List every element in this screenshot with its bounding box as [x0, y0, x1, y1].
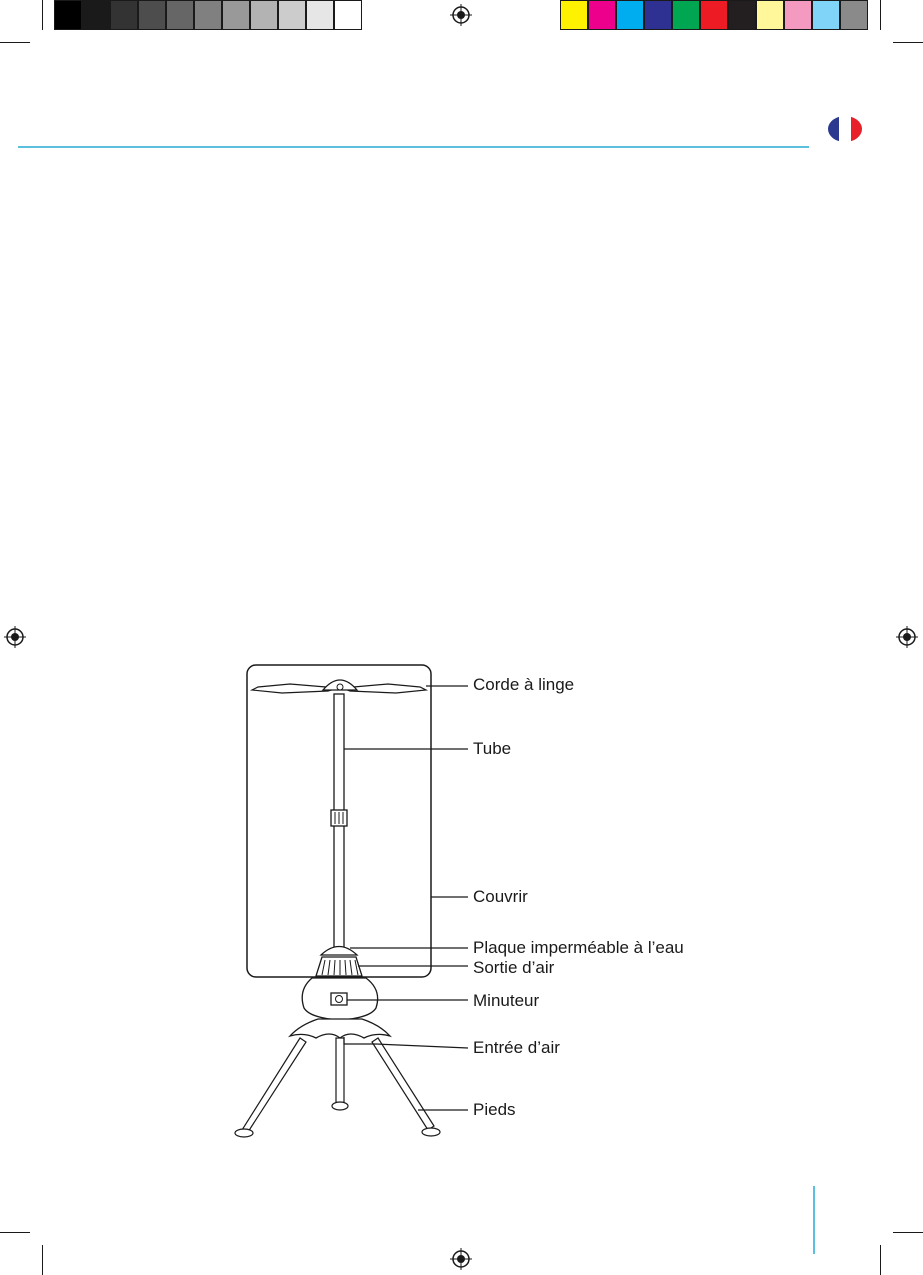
label-clothesline: Corde à linge — [473, 675, 575, 694]
crop-mark-top-right-h — [893, 42, 923, 43]
registration-mark-top-icon — [450, 4, 472, 26]
leg-right — [372, 1038, 434, 1130]
color-swatch-7 — [728, 0, 756, 30]
color-swatch-1 — [560, 0, 588, 30]
leg-center — [336, 1038, 344, 1104]
gray-swatch-6 — [194, 0, 222, 30]
foot-left — [235, 1129, 253, 1137]
registration-mark-bottom-icon — [450, 1248, 472, 1270]
timer-knob — [331, 993, 347, 1005]
gray-swatch-5 — [166, 0, 194, 30]
air-outlet — [316, 957, 362, 976]
gray-swatch-4 — [138, 0, 166, 30]
gray-swatch-1 — [54, 0, 82, 30]
color-swatch-4 — [644, 0, 672, 30]
flag-stripe-1 — [828, 116, 839, 142]
air-inlet — [290, 1019, 390, 1038]
foot-right — [422, 1128, 440, 1136]
process-color-bar — [560, 0, 868, 30]
crop-mark-bottom-left-v — [42, 1245, 43, 1275]
foot-center — [332, 1102, 348, 1110]
label-air-outlet: Sortie d’air — [473, 958, 555, 977]
label-cover: Couvrir — [473, 887, 528, 906]
label-legs: Pieds — [473, 1100, 516, 1119]
crop-mark-top-right-v — [880, 0, 881, 30]
crop-mark-top-left-v — [42, 0, 43, 30]
gray-swatch-10 — [306, 0, 334, 30]
leg-left — [242, 1038, 306, 1132]
registration-mark-right-icon — [896, 626, 918, 648]
footer-divider — [813, 1186, 815, 1254]
clothes-dryer-diagram — [230, 660, 490, 1140]
grayscale-color-bar — [54, 0, 362, 30]
flag-stripe-3 — [851, 116, 862, 142]
color-swatch-10 — [812, 0, 840, 30]
registration-mark-left-icon — [4, 626, 26, 648]
gray-swatch-7 — [222, 0, 250, 30]
crop-mark-bottom-left-h — [0, 1232, 30, 1233]
gray-swatch-8 — [250, 0, 278, 30]
label-air-inlet: Entrée d’air — [473, 1038, 560, 1057]
leader-air-inlet — [344, 1037, 468, 1048]
color-swatch-6 — [700, 0, 728, 30]
flag-stripe-2 — [839, 116, 850, 142]
color-swatch-5 — [672, 0, 700, 30]
crop-mark-bottom-right-v — [880, 1245, 881, 1275]
label-tube: Tube — [473, 739, 512, 758]
crop-mark-top-left-h — [0, 42, 30, 43]
color-swatch-9 — [784, 0, 812, 30]
gray-swatch-3 — [110, 0, 138, 30]
french-flag-icon — [828, 116, 862, 142]
color-swatch-3 — [616, 0, 644, 30]
label-waterproof-plate: Plaque imperméable à l’eau — [473, 938, 684, 957]
color-swatch-8 — [756, 0, 784, 30]
header-divider — [18, 146, 809, 148]
label-timer: Minuteur — [473, 991, 540, 1010]
gray-swatch-9 — [278, 0, 306, 30]
color-swatch-11 — [840, 0, 868, 30]
crop-mark-bottom-right-h — [893, 1232, 923, 1233]
gray-swatch-11 — [334, 0, 362, 30]
gray-swatch-2 — [82, 0, 110, 30]
color-swatch-2 — [588, 0, 616, 30]
